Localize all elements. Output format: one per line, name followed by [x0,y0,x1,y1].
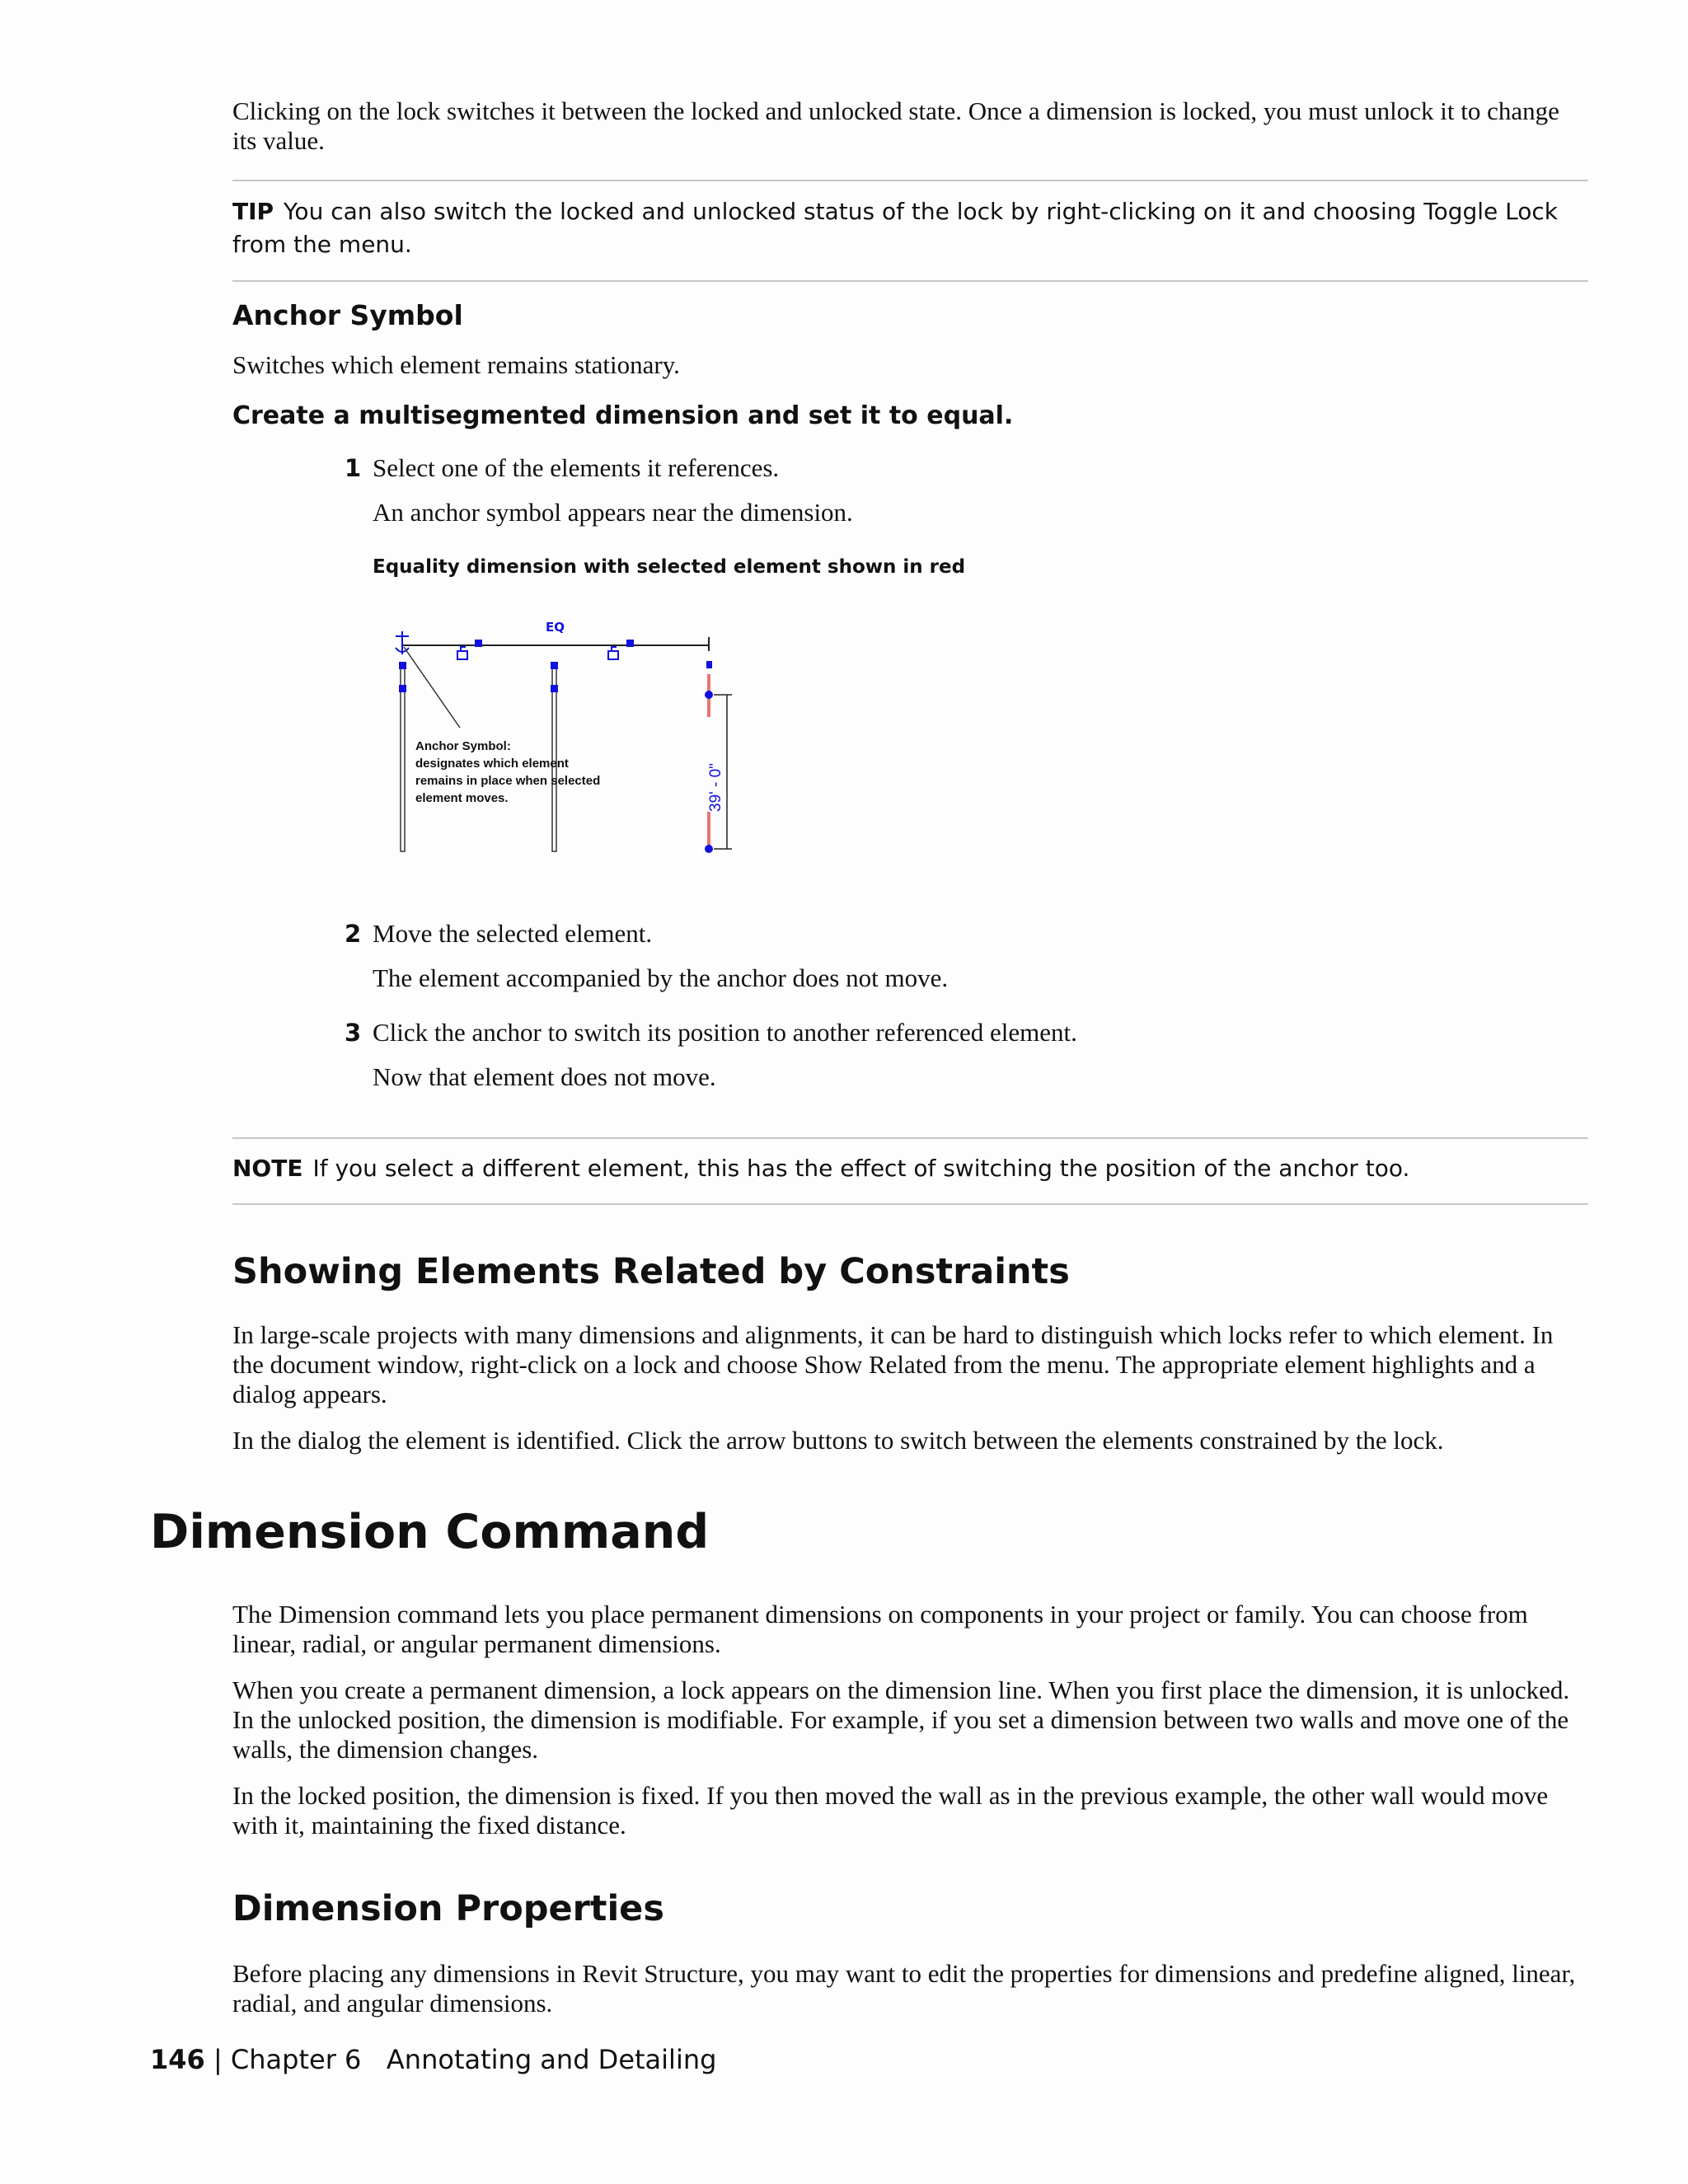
constraints-paragraph-1: In large-scale projects with many dimensions and alignments, it can be hard to distinguish which locks refer to which element. In the document window, right-click on a lock and choose Show Related from the menu. The appropriate element highlights and a dialog appears. [232,1320,1554,1408]
step-2-number: 2 [345,920,362,948]
note-text: If you select a different element, this has the effect of switching the position of the anchor too. [312,1155,1410,1182]
dimension-properties-heading: Dimension Properties [232,1888,664,1929]
note-label: NOTE [232,1155,303,1182]
callout-line-1: Anchor Symbol: [415,739,511,753]
step-1-text: Select one of the elements it references. [373,453,780,482]
eq-label: EQ [546,620,565,635]
step-1-number: 1 [345,454,362,482]
step-3-number: 3 [345,1019,362,1047]
dimension-value-label: 39' - 0" [707,763,724,812]
step-2-result: The element accompanied by the anchor does not move. [373,963,949,992]
selected-endpoint-bottom [705,845,713,853]
dimension-grip [626,640,634,647]
callout-line-4: element moves. [415,791,509,805]
constraints-paragraph-2: In the dialog the element is identified. Click the arrow buttons to switch between the elements constrained by the lock. [232,1426,1444,1455]
callout-line-2: designates which element [415,757,569,771]
footer-separator: | [213,2044,223,2075]
note [232,1152,1588,1185]
dimension-command-paragraph-2: When you create a permanent dimension, a lock appears on the dimension line. When you first place the dimension, it is unlocked. In the unlocked position, the dimension is modifiable. For example, if you set a dimension between two walls and move one of the walls, the dimension changes. [232,1675,1570,1764]
dimension-command-heading: Dimension Command [150,1505,710,1559]
callout-leader [404,647,460,728]
dimension-command-paragraph-1: The Dimension command lets you place permanent dimensions on components in your project or family. You can choose from linear, radial, or angular permanent dimensions. [232,1600,1528,1658]
step-1-result: An anchor symbol appears near the dimension. [373,498,853,527]
column-grip [399,662,406,669]
footer-chapter: Chapter 6 [230,2044,362,2075]
footer-chapter-title: Annotating and Detailing [386,2044,717,2075]
column-element-1 [401,666,405,851]
page-number: 146 [150,2044,205,2075]
dimension-command-paragraph-3: In the locked position, the dimension is fixed. If you then moved the wall as in the previous example, the other wall would move with it, maintaining the fixed distance. [232,1781,1549,1840]
anchor-symbol-heading: Anchor Symbol [232,299,463,331]
figure-caption: Equality dimension with selected element shown in red [373,556,966,578]
column-grip [551,662,558,669]
note-top-rule [232,1137,1588,1139]
step-2-text: Move the selected element. [373,919,653,948]
column-grip [551,685,558,692]
tip-top-rule [232,180,1588,181]
lock-icon [608,647,618,659]
step-3-text: Click the anchor to switch its position to another referenced element. [373,1018,1077,1047]
page-footer [150,2044,716,2075]
procedure-heading: Create a multisegmented dimension and set it to equal. [232,401,1014,430]
selected-endpoint-top [705,691,713,699]
dimension-properties-paragraph: Before placing any dimensions in Revit Structure, you may want to edit the properties for dimensions and predefine aligned, linear, radial, and angular dimensions. [232,1959,1576,2018]
equality-dimension-figure [387,610,750,890]
anchor-description: Switches which element remains stationary. [232,350,680,379]
note-bottom-rule [232,1203,1588,1205]
tip-label: TIP [232,198,274,225]
tip-note [232,195,1588,261]
lock-paragraph: Clicking on the lock switches it between the locked and unlocked state. Once a dimension is locked, you must unlock it to change its value. [232,96,1559,155]
constraints-heading: Showing Elements Related by Constraints [232,1251,1070,1292]
column-grip [706,661,712,668]
lock-icon [457,647,467,659]
callout-line-3: remains in place when selected [415,774,601,788]
tip-text: You can also switch the locked and unlocked status of the lock by right-clicking on it and choosing Toggle Lock from the menu. [232,198,1558,258]
step-3-result: Now that element does not move. [373,1062,716,1091]
tip-bottom-rule [232,280,1588,282]
column-grip [399,685,406,692]
dimension-grip [475,640,482,647]
